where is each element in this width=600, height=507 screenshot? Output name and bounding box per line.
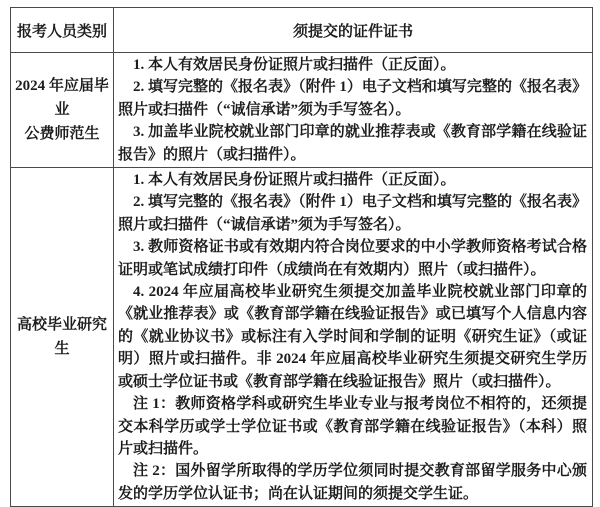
header-documents: 须提交的证件证书 — [114, 8, 593, 53]
requirement-item: 3. 教师资格证书或有效期内符合岗位要求的中小学教师资格考试合格证明或笔试成绩打印件（成绩尚在有效期内）照片（或扫描件）。 — [118, 239, 587, 278]
header-category: 报考人员类别 — [11, 8, 114, 53]
requirement-item: 2. 填写完整的《报名表》（附件 1）电子文档和填写完整的《报名表》照片或扫描件（“诚信承诺”须为手写签名）。 — [118, 79, 587, 118]
requirement-note: 注 1：教师资格学科或研究生毕业专业与报考岗位不相符的，还须提交本科学历或学士学位证书或《教育部学籍在线验证报告》（本科）照片或扫描件。 — [118, 396, 587, 457]
requirement-item: 1. 本人有效居民身份证照片或扫描件（正反面）。 — [133, 57, 456, 73]
category-cell — [11, 168, 114, 507]
requirement-note: 注 2：国外留学所取得的学历学位须同时提交教育部留学服务中心颁发的学历学位认证书；尚在认证期间的须提交学生证。 — [118, 463, 587, 502]
table-row-gongfei-shifansheng — [11, 53, 593, 168]
documents-cell — [114, 53, 593, 168]
table-row-yanjiusheng — [11, 168, 593, 507]
category-line: 公费师范生 — [24, 126, 100, 143]
category-line: 高校毕业研究生 — [16, 317, 107, 358]
requirement-item: 1. 本人有效居民身份证照片或扫描件（正反面）。 — [133, 172, 456, 189]
requirement-item: 4. 2024 年应届高校毕业研究生须提交加盖毕业院校就业部门印章的《就业推荐表》或《教育部学籍在线验证报告》或已填写个人信息内容的《就业协议书》或标注有入学时间和学制的证明《研究生证》（或证明）照片或扫描件。非 2024 年应届高校毕业研究生须提交研究生学历或硕士学位证书或《教育部学籍在线验证报告》照片（或扫描件）。 — [118, 284, 587, 390]
requirement-item: 2. 填写完整的《报名表》（附件 1）电子文档和填写完整的《报名表》照片或扫描件（“诚信承诺”须为手写签名）。 — [118, 194, 587, 233]
category-line: 2024 年应届毕业 — [15, 78, 109, 119]
category-cell — [11, 53, 114, 168]
requirement-item: 3. 加盖毕业院校就业部门印章的就业推荐表或《教育部学籍在线验证报告》的照片（或扫描件）。 — [118, 124, 587, 163]
documents-cell — [114, 168, 593, 507]
requirements-table — [10, 7, 593, 507]
table-header-row — [11, 8, 593, 53]
